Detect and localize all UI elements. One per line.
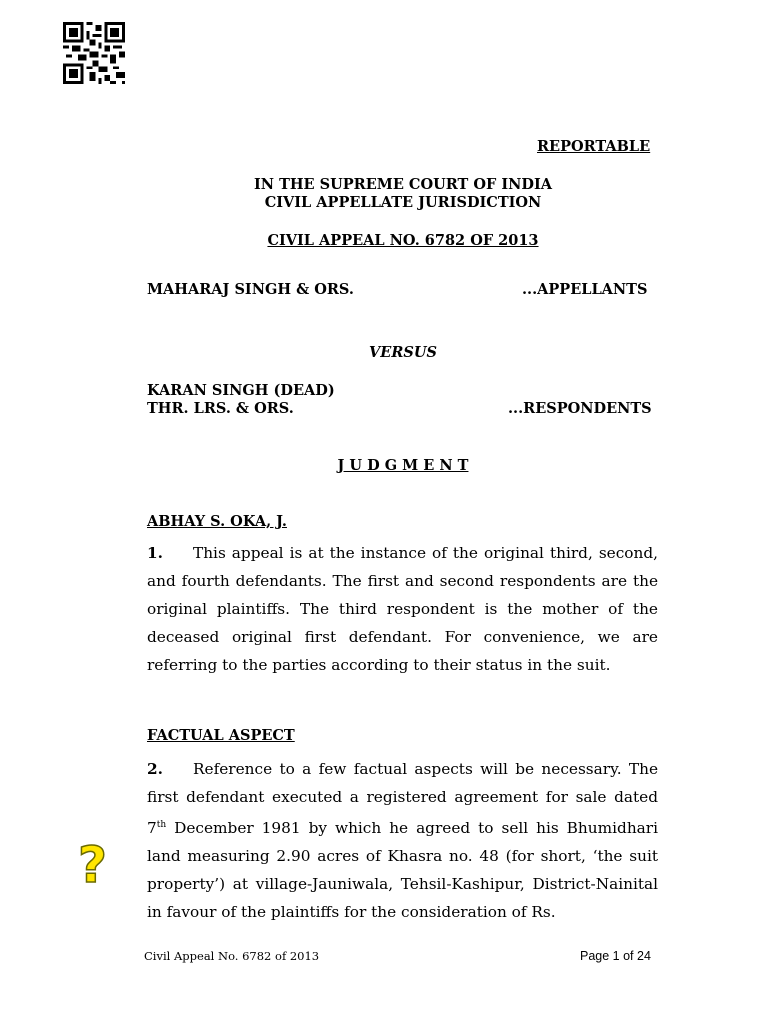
respondent-role: ...RESPONDENTS [508,400,652,417]
appellant-role: ...APPELLANTS [522,281,648,298]
case-number: CIVIL APPEAL NO. 6782 OF 2013 [267,232,539,249]
paragraph-1 [147,539,658,679]
reportable-label: REPORTABLE [537,138,651,155]
section-heading: FACTUAL ASPECT [147,727,295,744]
paragraph-1-text: This appeal is at the instance of the original third, second, and fourth defendants. The first and second respondents are the original plaintiffs. The third respondent is the mother of the deceased original first defendant. For convenience, we are referring to the parties according to their status in the suit. [147,544,658,674]
jurisdiction: CIVIL APPELLATE JURISDICTION [264,194,542,211]
page-number: Page 1 of 24 [580,949,651,963]
qr-code-icon [62,22,126,84]
respondent-name: KARAN SINGH (DEAD) [147,382,335,399]
paragraph-2-text-a: Reference to a few factual aspects will be necessary. The first defendant executed a registered agreement for sale dated 7 [147,760,658,838]
court-name: IN THE SUPREME COURT OF INDIA [253,176,552,193]
judge-name: ABHAY S. OKA, J. [147,513,287,530]
ordinal-suffix: th [156,820,167,830]
paragraph-2 [147,755,658,926]
respondent-name-line2: THR. LRS. & ORS. [147,400,294,417]
footer-case-ref: Civil Appeal No. 6782 of 2013 [144,949,320,963]
paragraph-2-number: 2. [147,760,163,778]
versus-label: VERSUS [369,344,437,361]
judgment-title: J U D G M E N T [337,457,469,474]
appellant-name: MAHARAJ SINGH & ORS. [147,281,354,298]
question-mark-icon[interactable]: ? [78,836,108,894]
paragraph-1-number: 1. [147,544,163,562]
paragraph-2-text-b: December 1981 by which he agreed to sell his Bhumidhari land measuring 2.90 acres of Khasra no. 48 (for short, ‘the suit property’) at village-Jauniwala, Tehsil-Kashipur, District-Nainital in favour of the plaintiffs for the consideration of Rs. [147,819,658,922]
